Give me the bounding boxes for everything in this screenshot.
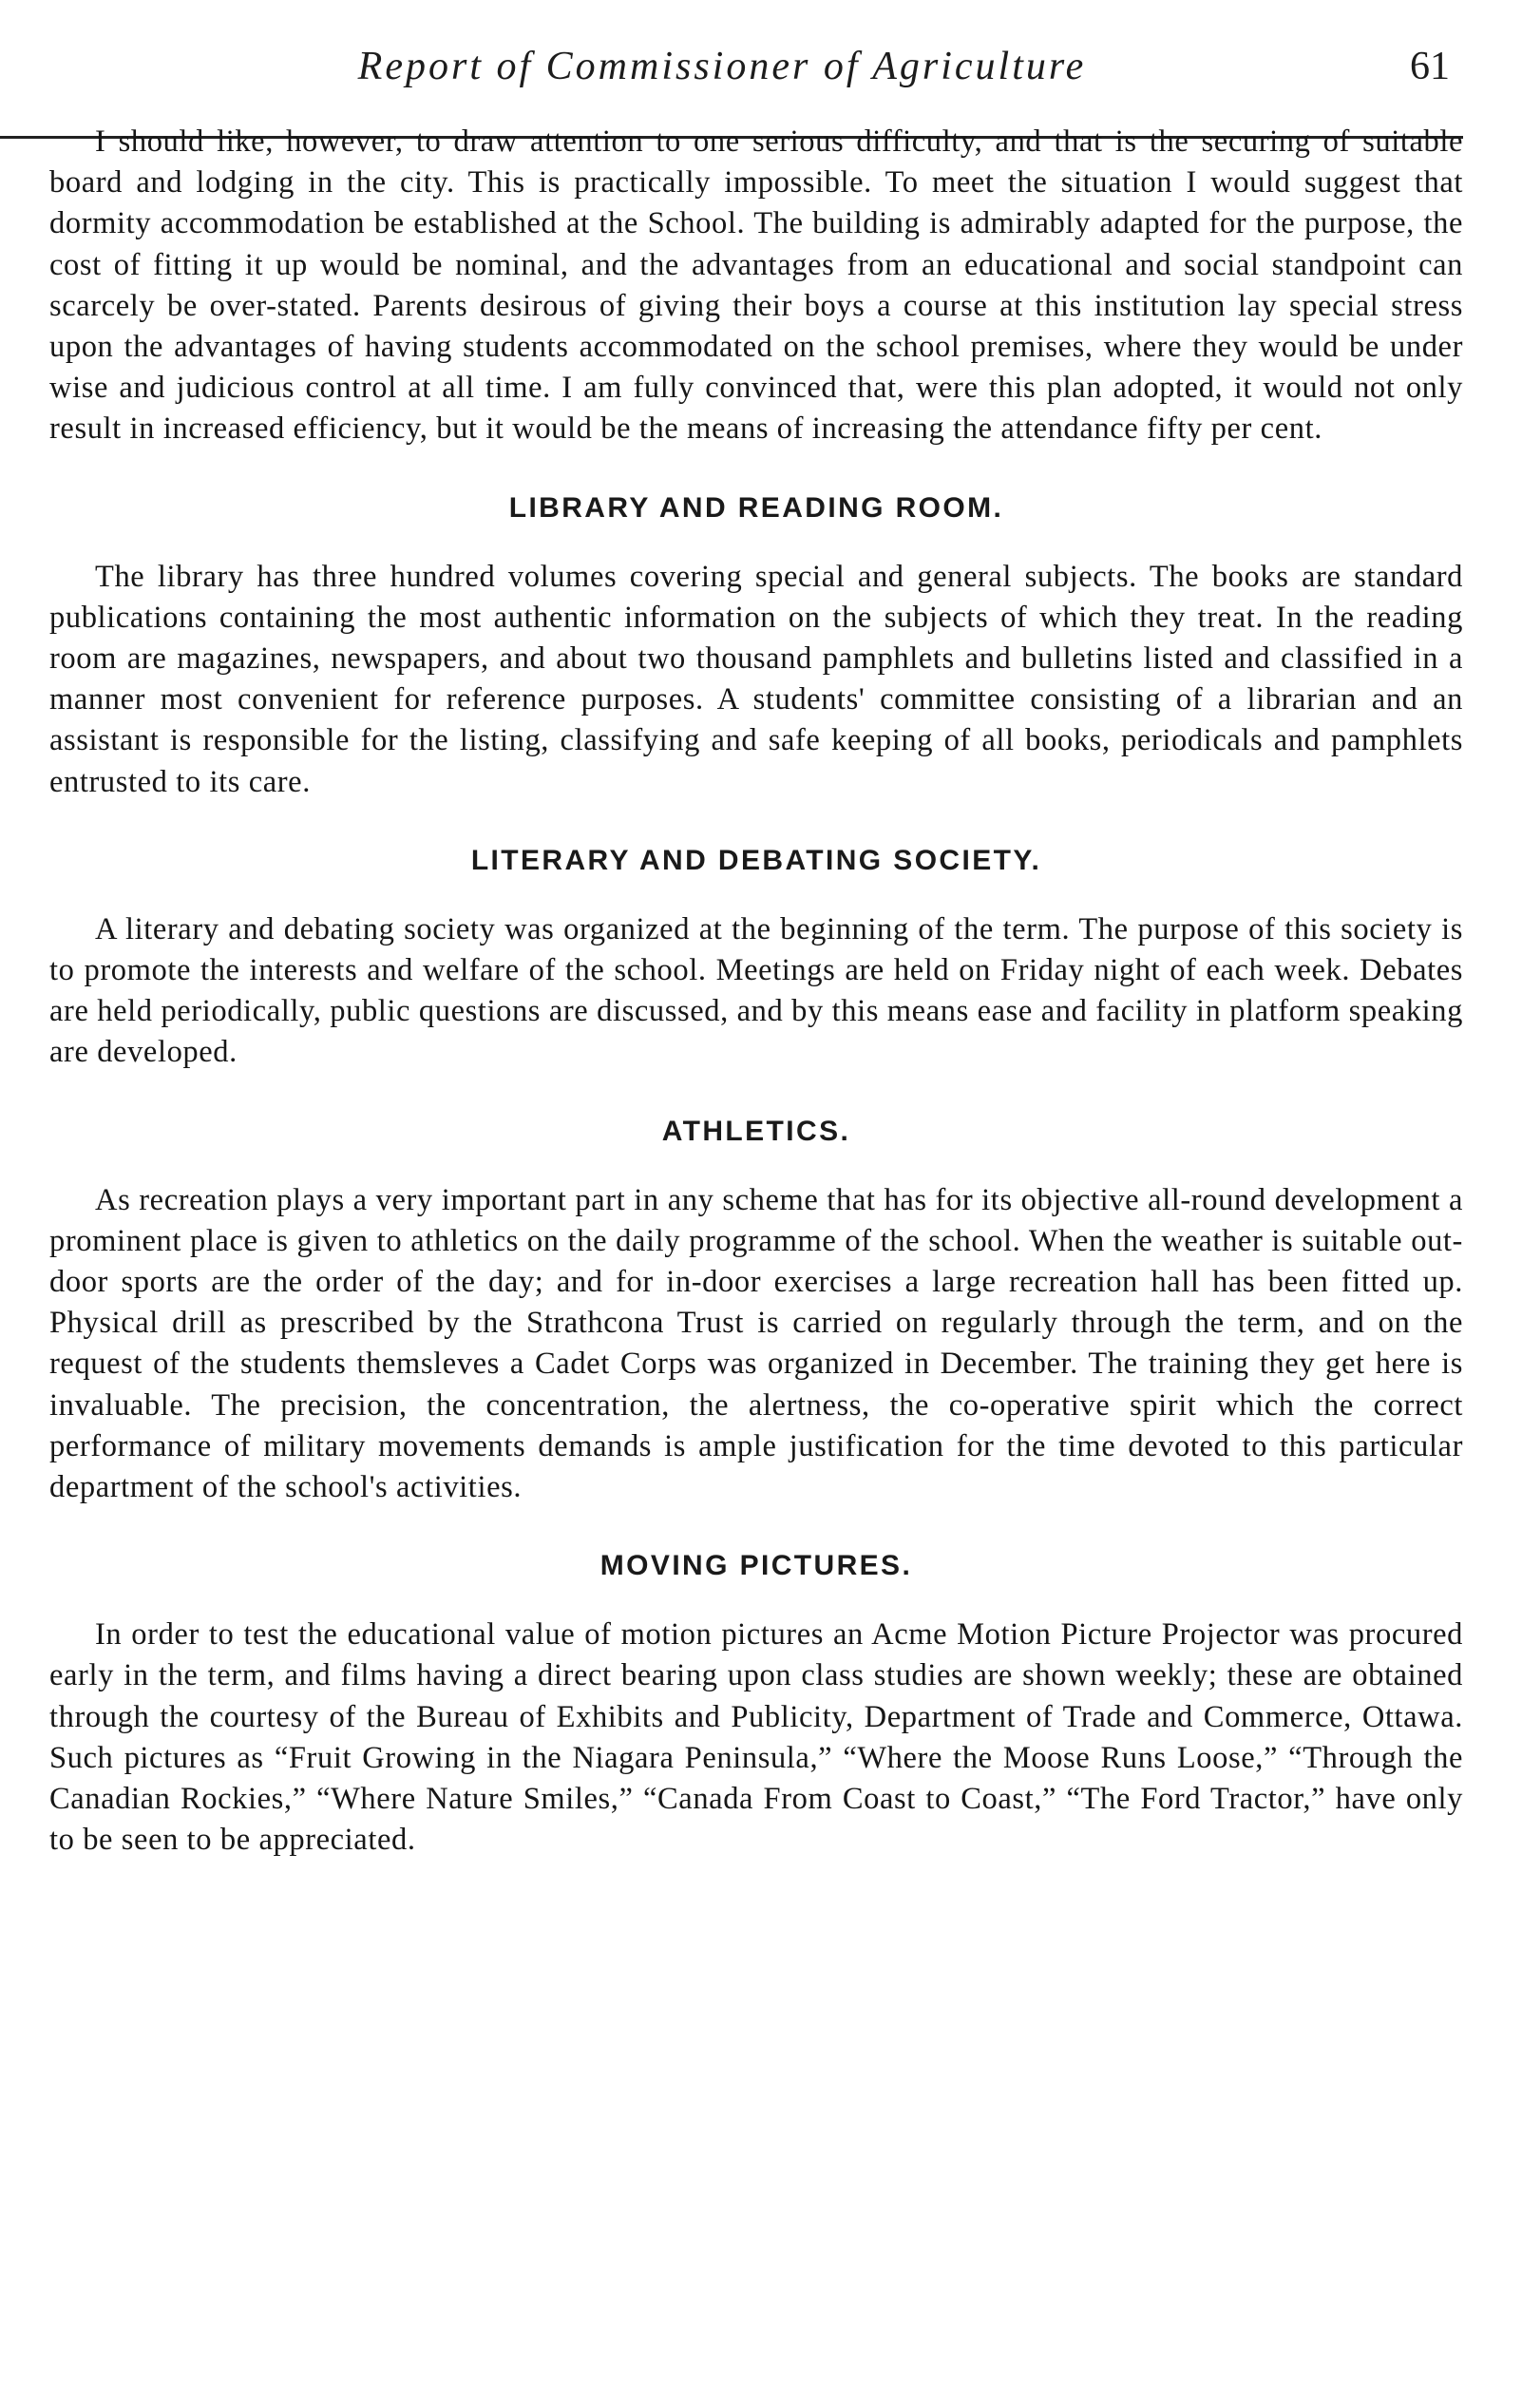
section-paragraph-literary-society: A literary and debating society was organized at the beginning of the term. The purpose of this society is to promote the interests and welfare of the school. Meetings are held on Friday night of each week. Debates are held periodically, public questions are discussed, and by this means ease and facility in platform speaking are developed. <box>49 911 1463 1070</box>
section-heading-athletics: ATHLETICS. <box>661 1115 851 1147</box>
running-title: Report of Commissioner of Agriculture <box>357 45 1087 88</box>
section-heading-moving-pictures: MOVING PICTURES. <box>599 1550 913 1582</box>
section-heading-literary-society: LITERARY AND DEBATING SOCIETY. <box>470 844 1042 876</box>
section-paragraph-library: The library has three hundred volumes covering special and general subjects. The books are standard publications containing the most authentic information on the subjects of which they treat. In the reading room are magazines, newspapers, and about two thousand pamphlets and bulletins listed and classified in a manner most convenient for reference purposes. A students' committee consisting of a librarian and an assistant is responsible for the listing, classifying and safe keeping of all books, periodicals and pamphlets entrusted to its care. <box>49 559 1463 799</box>
page-body <box>49 122 1463 1862</box>
section-paragraph-moving-pictures: In order to test the educational value of motion pictures an Acme Motion Picture Projector was procured early in the term, and films having a direct bearing upon class studies are shown weekly; these are obtained through the courtesy of the Bureau of Exhibits and Publicity, Department of Trade and Commerce, Ottawa. Such pictures as “Fruit Growing in the Niagara Peninsula,” “Where the Moose Runs Loose,” “Through the Canadian Rockies,” “Where Nature Smiles,” “Canada From Coast to Coast,” “The Ford Tractor,” have only to be seen to be appreciated. <box>49 1617 1463 1858</box>
section-heading-library: LIBRARY AND READING ROOM. <box>508 491 1004 524</box>
section-paragraph-athletics: As recreation plays a very important part in any scheme that has for its objective all-round development a prominent place is given to athletics on the daily programme of the school. When the weather is suitable out-door sports are the order of the day; and for in-door exercises a large recreation hall has been fitted up. Physical drill as prescribed by the Strathcona Trust is carried on regularly through the term, and on the request of the students themsleves a Cadet Corps was organized in December. The training they get here is invaluable. The precision, the concentration, the alertness, the co-operative spirit which the correct performance of military movements demands is ample justification for the time devoted to this particular department of the school's activities. <box>49 1182 1463 1505</box>
page-number: 61 <box>1410 45 1450 88</box>
intro-paragraph: I should like, however, to draw attention to one serious difficulty, and that is the securing of suitable board and lodging in the city. This is practically impossible. To meet the situation I would suggest that dormity accommodation be established at the School. The building is admirably adapted for the purpose, the cost of fitting it up would be nominal, and the advantages from an educational and social standpoint can scarcely be over-stated. Parents desirous of giving their boys a course at this institution lay special stress upon the advantages of having students accommodated on the school premises, where they would be under wise and judicious control at all time. I am fully convinced that, were this plan adopted, it would not only result in increased efficiency, but it would be the means of increasing the attendance fifty per cent. <box>49 124 1463 447</box>
page-header <box>0 40 1471 101</box>
